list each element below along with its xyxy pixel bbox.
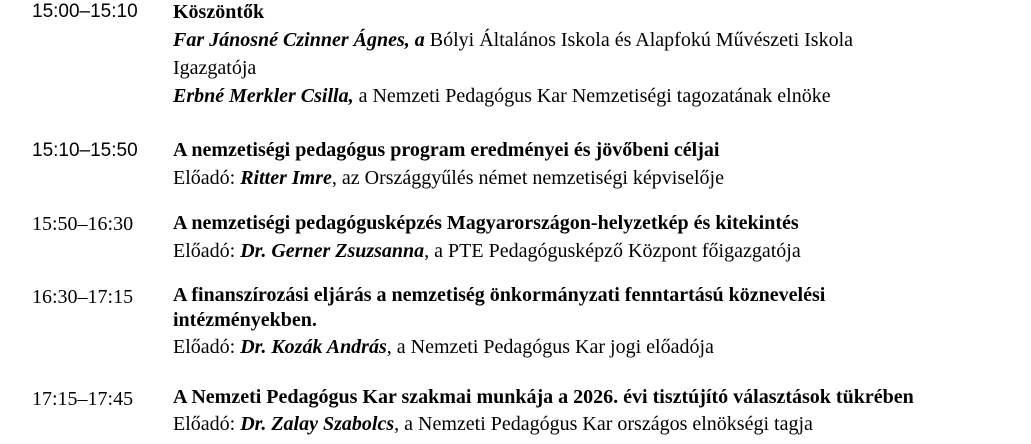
- speaker-role: , a Nemzeti Pedagógus Kar jogi előadója: [386, 336, 714, 358]
- agenda-title-3: A nemzetiségi pedagógusképzés Magyarországon-helyzetkép és kitekintés: [173, 212, 799, 234]
- agenda-speaker-line-4: [173, 333, 933, 361]
- speaker-prefix: Előadó:: [173, 336, 241, 358]
- agenda-time-2: 15:10–15:50: [32, 140, 138, 161]
- speaker-name: Dr. Zalay Szabolcs: [240, 413, 395, 435]
- agenda-item-1: [173, 0, 933, 110]
- speaker-name: Far Jánosné Czinner Ágnes, a: [173, 29, 425, 51]
- agenda-title-1: Köszöntők: [173, 1, 265, 23]
- speaker-prefix: Előadó:: [173, 167, 241, 189]
- agenda-speaker-line-2: [173, 164, 933, 192]
- agenda-item-4: [173, 283, 933, 361]
- speaker-role: , a PTE Pedagógusképző Központ főigazgatója: [424, 240, 801, 262]
- speaker-role: , az Országgyűlés német nemzetiségi képviselője: [331, 167, 724, 189]
- agenda-time-3: 15:50–16:30: [32, 213, 134, 235]
- agenda-title-5: A Nemzeti Pedagógus Kar szakmai munkája a 2026. évi tisztújító választások tükrében: [173, 386, 914, 408]
- speaker-name: Dr. Kozák András: [240, 336, 387, 358]
- agenda-item-3: [173, 209, 933, 265]
- speaker-role: Bólyi Általános Iskola és Alapfokú Művészeti Iskola Igazgatója: [173, 29, 854, 79]
- speaker-role: a Nemzeti Pedagógus Kar Nemzetiségi tagozatának elnöke: [353, 85, 831, 107]
- agenda-time-5: 17:15–17:45: [32, 388, 134, 410]
- agenda-speaker-line-5: [173, 410, 933, 438]
- speaker-name: Erbné Merkler Csilla,: [173, 85, 354, 107]
- speaker-prefix: Előadó:: [173, 240, 241, 262]
- speaker-name: Ritter Imre: [240, 167, 332, 189]
- agenda-item-2: [173, 136, 933, 192]
- agenda-time-1: 15:00–15:10: [32, 1, 138, 22]
- speaker-name: Dr. Gerner Zsuzsanna: [240, 240, 425, 262]
- agenda-time-4: 16:30–17:15: [32, 286, 134, 308]
- agenda-title-2: A nemzetiségi pedagógus program eredményei és jövőbeni céljai: [173, 139, 720, 161]
- speaker-role: , a Nemzeti Pedagógus Kar országos elnökségi tagja: [394, 413, 813, 435]
- agenda-speaker-line-3: [173, 237, 933, 265]
- agenda-title-4: A finanszírozási eljárás a nemzetiség önkormányzati fenntartású köznevelési intézményekben.: [173, 284, 826, 331]
- speaker-prefix: Előadó:: [173, 413, 241, 435]
- agenda-speaker-line-1b: [173, 82, 933, 110]
- agenda-speaker-line-1a: [173, 26, 933, 82]
- agenda-item-5: [173, 385, 933, 438]
